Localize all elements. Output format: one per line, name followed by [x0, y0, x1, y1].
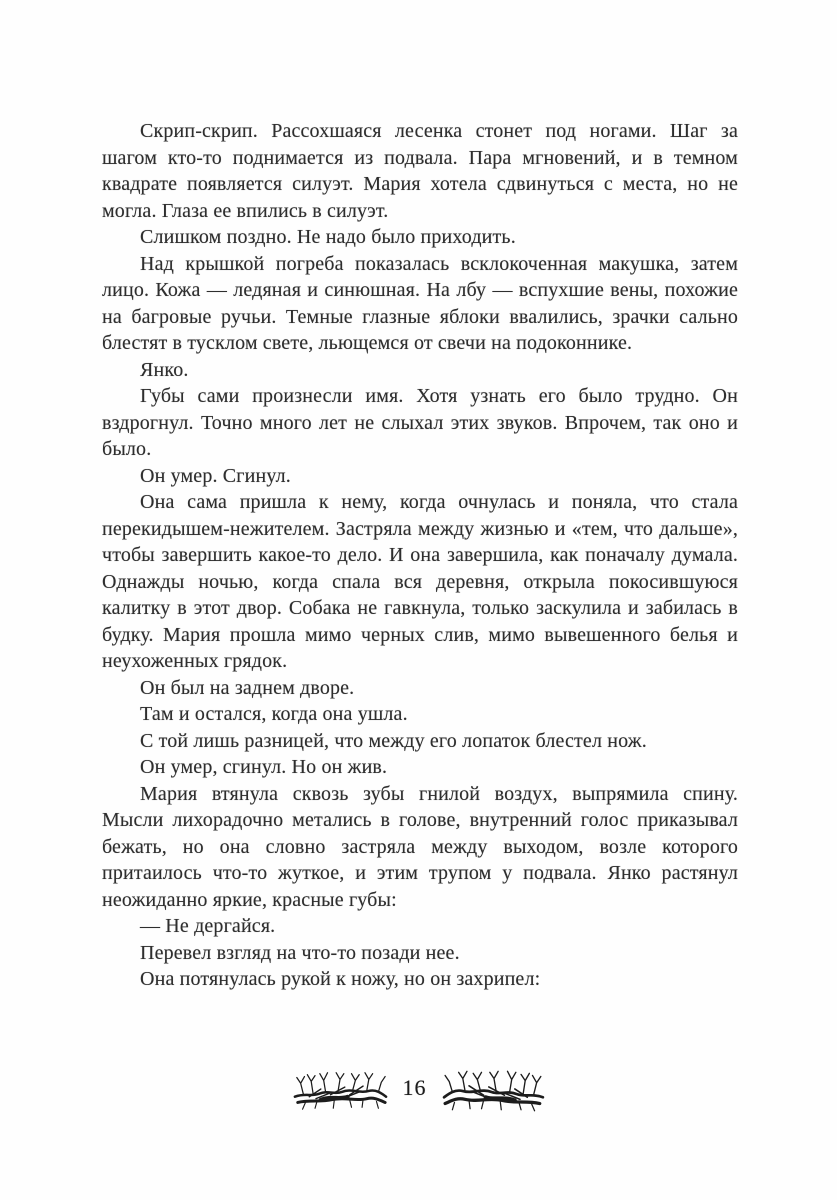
- bramble-ornament-left-icon: [292, 1066, 388, 1114]
- paragraph: Над крышкой погреба показалась всклокоченная макушка, затем лицо. Кожа — ледяная и синюшная. На лбу — вспухшие вены, похожие на багровые ручьи. Темные глазные яблоки ввалились, зрачки сально блестят в тусклом свете, льющемся от свечи на подоконнике.: [102, 252, 738, 354]
- paragraph: Он умер. Сгинул.: [140, 464, 291, 487]
- paragraph: Он был на заднем дворе.: [140, 676, 355, 699]
- page-number: 16: [402, 1075, 427, 1100]
- paragraph: Там и остался, когда она ушла.: [140, 703, 408, 725]
- paragraph: Скрип-скрип. Рассохшаяся лесенка стонет под ногами. Шаг за шагом кто-то поднимается из подвала. Пара мгновений, и в темном квадрате появляется силуэт. Мария хотела сдвинуться с места, но не могла. Глаза ее впились в силуэт.: [102, 120, 738, 222]
- paragraph: Слишком поздно. Не надо было приходить.: [140, 226, 516, 248]
- bramble-ornament-right-icon: [442, 1066, 546, 1114]
- paragraph: Мария втянула сквозь зубы гнилой воздух, выпрямила спину. Мысли лихорадочно метались в голове, внутренний голос приказывал бежать, но она словно застряла между выходом, возле которого притаилось что-то жуткое, и этим трупом у подвала. Янко растянул неожиданно яркие, красные губы:: [102, 782, 738, 911]
- paragraph: Янко.: [140, 358, 189, 381]
- paragraph: Перевел взгляд на что-то позади нее.: [140, 941, 460, 964]
- paragraph: Губы сами произнесли имя. Хотя узнать его было трудно. Он вздрогнул. Точно много лет не слыхал этих звуков. Впрочем, так оно и было.: [102, 385, 738, 460]
- paragraph: Он умер, сгинул. Но он жив.: [140, 756, 388, 778]
- paragraph: — Не дергайся.: [140, 915, 276, 937]
- paragraph: Она сама пришла к нему, когда очнулась и поняла, что стала перекидышем-нежителем. Застряла между жизнью и «тем, что дальше», чтобы завершить какое-то дело. И она завершила, как поначалу думала. Однажды ночью, когда спала вся деревня, открыла покосившуюся калитку в этот двор. Собака не гавкнула, только заскулила и забилась в будку. Мария прошла мимо черных слив, мимо вывешенного белья и неухоженных грядок.: [102, 491, 738, 672]
- page-footer: [0, 1066, 837, 1114]
- paragraph: С той лишь разницей, что между его лопаток блестел нож.: [140, 729, 647, 752]
- paragraph: Она потянулась рукой к ножу, но он захрипел:: [140, 968, 541, 990]
- body-text: [102, 118, 738, 993]
